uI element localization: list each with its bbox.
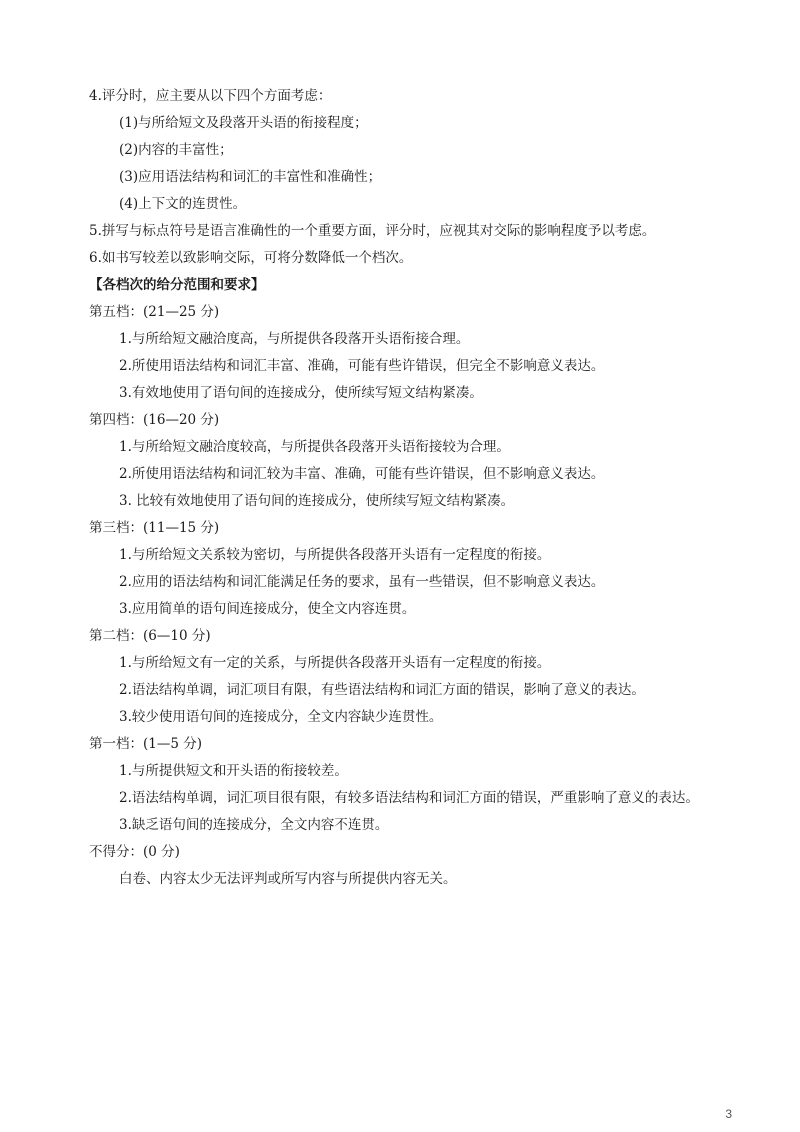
document-body — [89, 83, 729, 893]
text-line: 3.较少使用语句间的连接成分，全文内容缺少连贯性。 — [119, 709, 443, 725]
text-line: 1.与所给短文融洽度较高，与所提供各段落开头语衔接较为合理。 — [119, 439, 510, 455]
text-line: (4)上下文的连贯性。 — [119, 196, 247, 212]
text-line: 2.语法结构单调，词汇项目很有限，有较多语法结构和词汇方面的错误，严重影响了意义的表达。 — [119, 790, 699, 806]
page-number: 3 — [725, 1107, 732, 1121]
text-line: 2.应用的语法结构和词汇能满足任务的要求，虽有一些错误，但不影响意义表达。 — [119, 574, 605, 590]
text-line: 1.与所给短文关系较为密切，与所提供各段落开头语有一定程度的衔接。 — [119, 547, 551, 563]
text-line: 6.如书写较差以致影响交际，可将分数降低一个档次。 — [89, 250, 413, 266]
text-line: 1.与所提供短文和开头语的衔接较差。 — [119, 763, 348, 779]
text-line: 白卷、内容太少无法评判或所写内容与所提供内容无关。 — [119, 871, 457, 887]
text-line: 第五档：(21—25 分) — [89, 304, 220, 320]
text-line: 2.所使用语法结构和词汇较为丰富、准确，可能有些许错误，但不影响意义表达。 — [119, 466, 605, 482]
text-line: (3)应用语法结构和词汇的丰富性和准确性； — [119, 169, 382, 185]
text-line: 3. 比较有效地使用了语句间的连接成分，使所续写短文结构紧凑。 — [119, 493, 515, 509]
text-line: (2)内容的丰富性； — [119, 142, 233, 158]
text-line: 不得分：(0 分) — [89, 844, 180, 860]
text-line: 3.有效地使用了语句间的连接成分，使所续写短文结构紧凑。 — [119, 385, 483, 401]
section-heading: 【各档次的给分范围和要求】 — [89, 277, 265, 293]
text-line: 5.拼写与标点符号是语言准确性的一个重要方面，评分时，应视其对交际的影响程度予以考虑。 — [89, 223, 656, 239]
text-line: 第三档：(11—15 分) — [89, 520, 220, 536]
text-line: 第四档：(16—20 分) — [89, 412, 220, 428]
text-line: 2.所使用语法结构和词汇丰富、准确，可能有些许错误，但完全不影响意义表达。 — [119, 358, 605, 374]
text-line: 1.与所给短文融洽度高，与所提供各段落开头语衔接合理。 — [119, 331, 470, 347]
text-line: 4.评分时，应主要从以下四个方面考虑： — [89, 88, 332, 104]
text-line: 3.应用简单的语句间连接成分，使全文内容连贯。 — [119, 601, 416, 617]
text-line: 第二档：(6—10 分) — [89, 628, 211, 644]
text-line: 第一档：(1—5 分) — [89, 736, 203, 752]
text-line: 3.缺乏语句间的连接成分，全文内容不连贯。 — [119, 817, 389, 833]
text-line: 2.语法结构单调，词汇项目有限，有些语法结构和词汇方面的错误，影响了意义的表达。 — [119, 682, 645, 698]
text-line: (1)与所给短文及段落开头语的衔接程度； — [119, 115, 368, 131]
text-line: 1.与所给短文有一定的关系，与所提供各段落开头语有一定程度的衔接。 — [119, 655, 551, 671]
